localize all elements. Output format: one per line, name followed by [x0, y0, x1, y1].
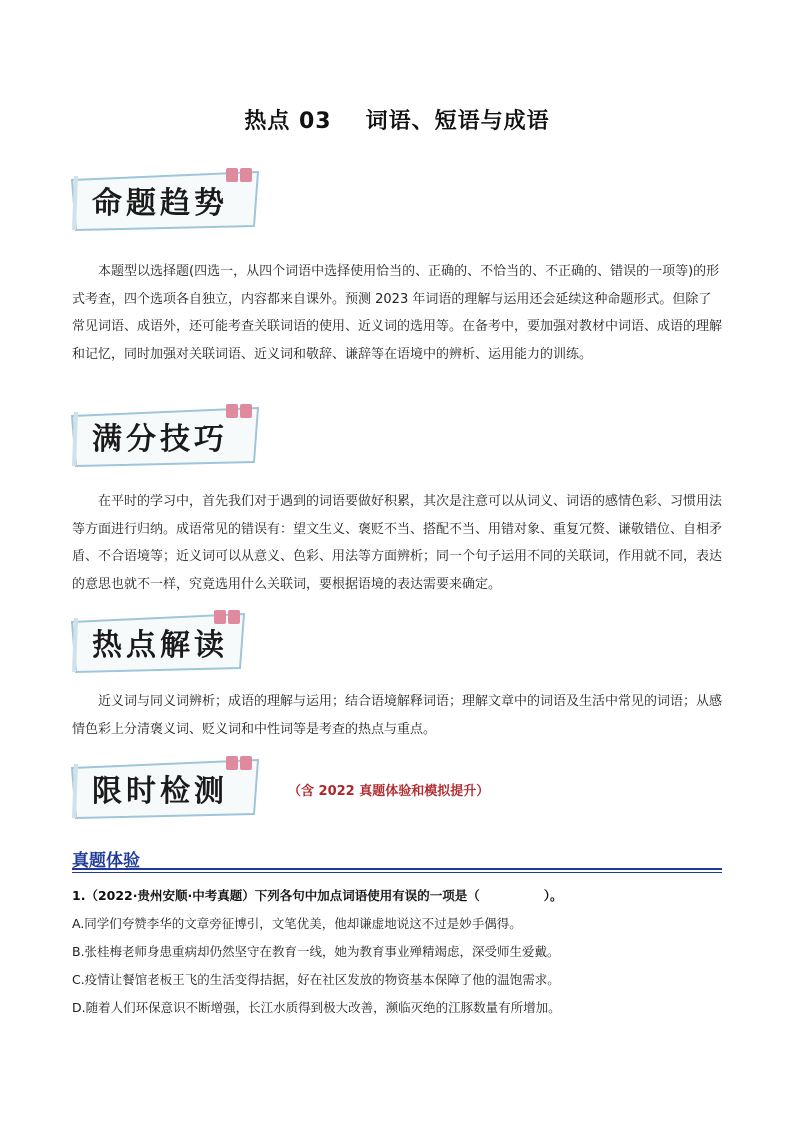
option-c: C.疫情让餐馆老板王飞的生活变得拮据，好在社区发放的物资基本保障了他的温饱需求。: [72, 972, 560, 987]
exam-heading: 真题体验: [72, 851, 140, 871]
test-note: （含 2022 真题体验和模拟提升）: [288, 784, 490, 799]
skills-paragraph: 在平时的学习中，首先我们对于遇到的词语要做好积累，其次是注意可以从词义、词语的感情色彩、习惯用法等方面进行归纳。成语常见的错误有：望文生义、褒贬不当、搭配不当、用错对象、重复冗赘、谦敬错位、自相矛盾、不合语境等；近义词可以从意义、色彩、用法等方面辨析；同一个句子运用不同的关联词，作用就不同，表达的意思也就不一样，究竟选用什么关联词，要根据语境的表达需要来确定。: [72, 494, 723, 592]
banner-hotspot: [68, 610, 264, 676]
hotspot-paragraph: 近义词与同义词辨析；成语的理解与运用；结合语境解释词语；理解文章中的词语及生活中常见的词语；从感情色彩上分清褒义词、贬义词和中性词等是考查的热点与重点。: [72, 694, 723, 737]
question-stem-end: ）。: [543, 888, 563, 903]
option-a: A.同学们夸赞李华的文章旁征博引，文笔优美，他却谦虚地说这不过是妙手偶得。: [72, 916, 522, 931]
banner-label: 命题趋势: [92, 186, 228, 221]
trend-paragraph: 本题型以选择题(四选一，从四个词语中选择使用恰当的、正确的、不恰当的、不正确的、错误的一项等)的形式考查，四个选项各自独立，内容都来自课外。预测 2023 年词语的理解与运用还会延续这种命题形式。但除了常见词语、成语外，还可能考查关联词语的使用、近义词的选用等。在备考中，要加强对教材中词语、成语的理解和记忆，同时加强对关联词语、近义词和敬辞、谦辞等在语境中的辨析、运用能力的训练。: [72, 264, 723, 362]
option-d: D.随着人们环保意识不断增强，长江水质得到极大改善，濒临灭绝的江豚数量有所增加。: [72, 1000, 561, 1015]
banner-skills: [68, 404, 264, 470]
title-part2: 词语、短语与成语: [365, 109, 550, 134]
option-b: B.张桂梅老师身患重病却仍然坚守在教育一线，她为教育事业殚精竭虑，深受师生爱戴。: [72, 944, 560, 959]
banner-label: 热点解读: [92, 628, 228, 663]
banner-test: [68, 756, 264, 822]
heading-rule-thin: [72, 872, 722, 873]
question-stem: [72, 886, 732, 906]
banner-label: 限时检测: [92, 774, 228, 809]
question-stem-text: 1.（2022·贵州安顺·中考真题）下列各句中加点词语使用有误的一项是（: [72, 888, 480, 903]
page-title: [0, 104, 794, 135]
banner-label: 满分技巧: [92, 422, 228, 457]
heading-rule: [72, 868, 722, 870]
title-part1: 热点 03: [244, 109, 332, 134]
banner-trend: [68, 168, 264, 234]
